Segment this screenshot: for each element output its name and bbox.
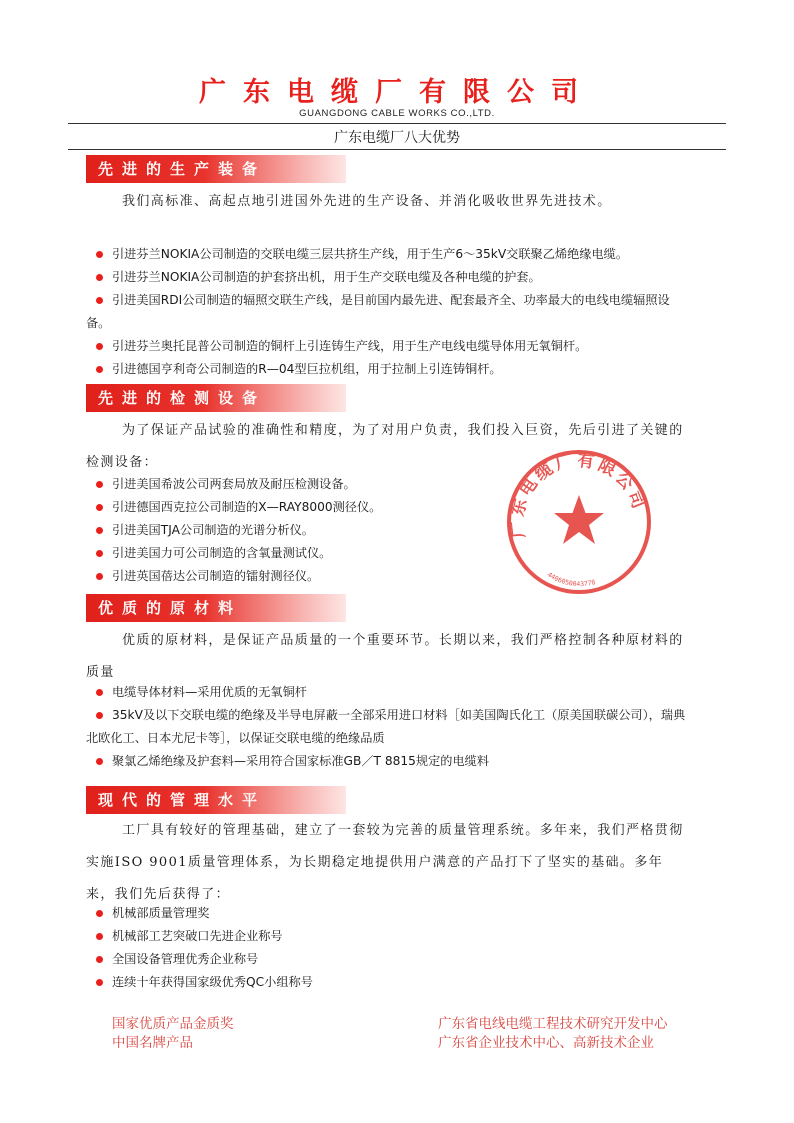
section-title-testing: 先进的检测设备 xyxy=(86,384,346,412)
section-intro-testing: 为了保证产品试验的准确性和精度，为了对用户负责，我们投入巨资，先后引进了关键的检测设备： xyxy=(86,423,684,470)
list-item: 引进芬兰NOKIA公司制造的交联电缆三层共挤生产线，用于生产6～35kV交联聚乙烯绝缘电缆。 xyxy=(86,243,691,266)
bullet-dot-icon xyxy=(96,343,103,350)
page-subtitle: 广东电缆厂八大优势 xyxy=(334,130,460,146)
list-item: 35kV及以下交联电缆的绝缘及半导电屏蔽一全部采用进口材料［如美国陶氏化工（原美国联碳公司），瑞典北欧化工、日本尤尼卡等］，以保证交联电缆的绝缘品质 xyxy=(86,708,686,745)
list-item: 电缆导体材料—采用优质的无氧铜杆 xyxy=(86,681,691,704)
header-rule-top xyxy=(68,123,726,124)
seal-number: 4406050043778 xyxy=(545,570,597,589)
bullet-dot-icon xyxy=(96,366,103,373)
bullet-dot-icon xyxy=(96,481,103,488)
list-item: 引进美国力可公司制造的含氧量测试仪。 xyxy=(86,542,691,565)
bullet-dot-icon xyxy=(96,573,103,580)
list-item: 引进英国蓓达公司制造的镭射测径仪。 xyxy=(86,565,691,588)
list-item: 引进芬兰奥托昆普公司制造的铜杆上引连铸生产线，用于生产电线电缆导体用无氧铜杆。 xyxy=(86,335,691,358)
header-rule-bottom xyxy=(68,149,726,150)
bullet-dot-icon xyxy=(96,979,103,986)
list-item: 聚氯乙烯绝缘及护套料—采用符合国家标准GB／T 8815规定的电缆料 xyxy=(86,750,691,773)
footer-cert-line: 广东省企业技术中心、高新技术企业 xyxy=(438,1035,654,1051)
list-item: 全国设备管理优秀企业称号 xyxy=(86,948,691,971)
bullet-list-materials xyxy=(86,681,691,773)
bullet-dot-icon xyxy=(96,297,103,304)
bullet-dot-icon xyxy=(96,758,103,765)
bullet-dot-icon xyxy=(96,910,103,917)
footer-award-line: 中国名牌产品 xyxy=(112,1035,193,1051)
list-item: 机械部工艺突破口先进企业称号 xyxy=(86,925,691,948)
bullet-dot-icon xyxy=(96,274,103,281)
bullet-dot-icon xyxy=(96,251,103,258)
list-item: 机械部质量管理奖 xyxy=(86,902,691,925)
company-name-cn: 广东电缆厂有限公司 xyxy=(199,77,595,108)
seal-star-icon xyxy=(554,495,604,544)
bullet-dot-icon xyxy=(96,527,103,534)
company-seal xyxy=(504,445,654,600)
bullet-dot-icon xyxy=(96,712,103,719)
bullet-dot-icon xyxy=(96,689,103,696)
company-name-en: GUANGDONG CABLE WORKS CO.,LTD. xyxy=(299,108,495,119)
section-title-management: 现代的管理水平 xyxy=(86,786,346,814)
footer-certifications xyxy=(438,1015,668,1053)
seal-text: 广东电缆厂有限公司 xyxy=(507,450,649,539)
footer-awards xyxy=(112,1015,234,1053)
list-item: 引进德国西克拉公司制造的X—RAY8000测径仪。 xyxy=(86,496,691,519)
bullet-dot-icon xyxy=(96,550,103,557)
bullet-dot-icon xyxy=(96,933,103,940)
section-intro-production: 我们高标准、高起点地引进国外先进的生产设备、并消化吸收世界先进技术。 xyxy=(122,194,612,209)
footer-cert-line: 广东省电线电缆工程技术研究开发中心 xyxy=(438,1016,668,1032)
footer-award-line: 国家优质产品金质奖 xyxy=(112,1016,234,1032)
bullet-dot-icon xyxy=(96,504,103,511)
section-intro-management: 工厂具有较好的管理基础，建立了一套较为完善的质量管理系统。多年来，我们严格贯彻实施ISO 9001质量管理体系，为长期稳定地提供用户满意的产品打下了坚实的基础。多年来，我们先后获得了： xyxy=(86,823,684,902)
list-item: 连续十年获得国家级优秀QC小组称号 xyxy=(86,971,691,994)
bullet-dot-icon xyxy=(96,956,103,963)
section-title-materials: 优质的原材料 xyxy=(86,594,346,622)
list-item: 引进美国TJA公司制造的光谱分析仪。 xyxy=(86,519,691,542)
bullet-list-management xyxy=(86,902,691,994)
list-item: 引进美国RDI公司制造的辐照交联生产线，是目前国内最先进、配套最齐全、功率最大的电线电缆辐照设备。 xyxy=(86,293,670,330)
list-item: 引进德国亨利奇公司制造的R—04型巨拉机组，用于拉制上引连铸铜杆。 xyxy=(86,358,691,381)
bullet-list-production xyxy=(86,243,691,381)
list-item: 引进美国希波公司两套局放及耐压检测设备。 xyxy=(86,473,691,496)
section-intro-materials: 优质的原材料，是保证产品质量的一个重要环节。长期以来，我们严格控制各种原材料的质量 xyxy=(86,633,684,680)
list-item: 引进芬兰NOKIA公司制造的护套挤出机，用于生产交联电缆及各种电缆的护套。 xyxy=(86,266,691,289)
section-title-production: 先进的生产装备 xyxy=(86,155,346,183)
